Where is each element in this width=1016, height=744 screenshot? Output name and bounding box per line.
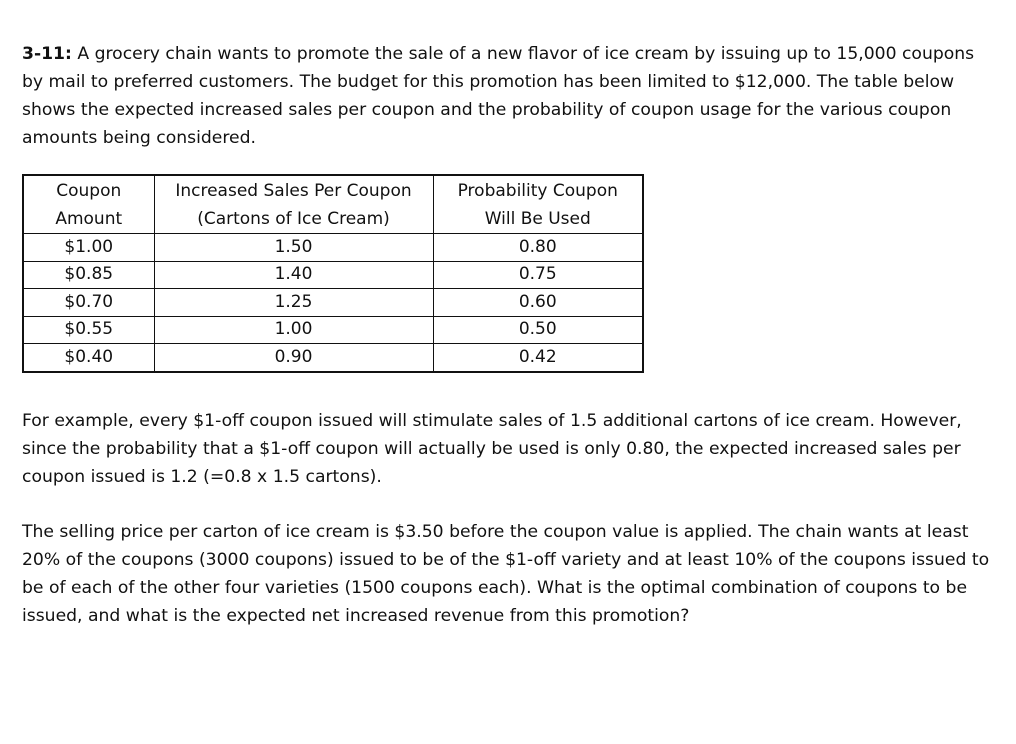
cell-coupon-amount: $0.70: [24, 289, 154, 317]
table-header-row: [24, 176, 642, 234]
cell-increased-sales: 1.00: [154, 316, 433, 344]
cell-coupon-amount: $0.40: [64, 346, 114, 367]
problem-intro: [22, 40, 997, 152]
cell-increased-sales: 0.90: [154, 344, 433, 371]
cell-coupon-amount: $0.85: [24, 261, 154, 289]
header-text: Increased Sales Per Coupon: [175, 181, 412, 201]
cell-increased-sales: 1.25: [154, 289, 433, 317]
problem-number: 3-11:: [22, 44, 72, 64]
table-row: [24, 316, 642, 344]
cell-increased-sales: 1.50: [154, 234, 433, 262]
cell-increased-sales: 1.40: [154, 261, 433, 289]
header-probability: [433, 176, 642, 234]
cell-coupon-amount: $1.00: [24, 234, 154, 262]
header-text: Coupon: [56, 181, 122, 201]
problem-document: [22, 40, 997, 630]
header-text: Amount: [55, 209, 123, 229]
coupon-table-frame: [22, 174, 644, 373]
header-coupon-amount: [24, 176, 154, 234]
example-paragraph: For example, every $1-off coupon issued will stimulate sales of 1.5 additional cartons of ice cream. However, since the probability that a $1-off coupon will actually be used is only 0.80, the expected increased sales per coupon issued is 1.2 (=0.8 x 1.5 cartons).: [22, 410, 962, 487]
header-text: (Cartons of Ice Cream): [197, 209, 390, 229]
coupon-table: [24, 176, 642, 371]
table-row: [24, 261, 642, 289]
cell-probability: 0.50: [433, 316, 642, 344]
cell-coupon-amount: $0.55: [24, 316, 154, 344]
question-paragraph: The selling price per carton of ice cream is $3.50 before the coupon value is applied. The chain wants at least 20% of the coupons (3000 coupons) issued to be of the $1-off variety and at least 10% of the coupons issued to be of each of the other four varieties (1500 coupons each). What is the optimal combination of coupons to be issued, and what is the expected net increased revenue from this promotion?: [22, 521, 990, 626]
table-row: [24, 344, 642, 371]
cell-probability: 0.80: [433, 234, 642, 262]
cell-probability: 0.42: [433, 344, 642, 371]
table-row: [24, 234, 642, 262]
table-row: [24, 289, 642, 317]
cell-probability: 0.75: [433, 261, 642, 289]
cell-probability: 0.60: [433, 289, 642, 317]
header-increased-sales: [154, 176, 433, 234]
problem-intro-text: A grocery chain wants to promote the sale of a new flavor of ice cream by issuing up to 15,000 coupons by mail to preferred customers. The budget for this promotion has been limited to $12,000. The table below shows the expected increased sales per coupon and the probability of coupon usage for the various coupon amounts being considered.: [22, 44, 975, 148]
header-text: Will Be Used: [484, 209, 591, 229]
header-text: Probability Coupon: [457, 181, 618, 201]
